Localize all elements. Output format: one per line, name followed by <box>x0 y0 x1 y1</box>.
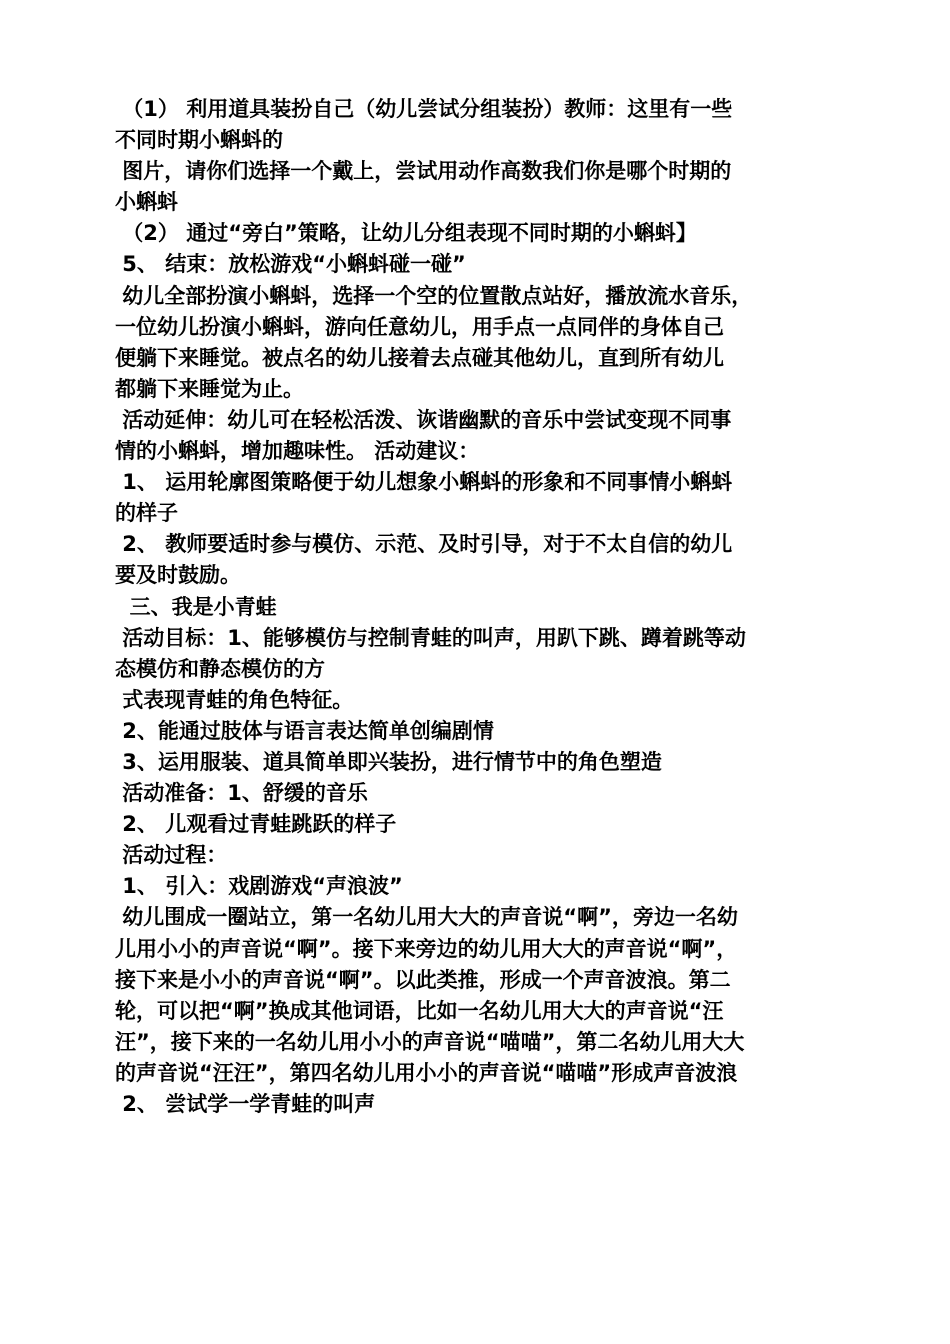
text-line: （2） 通过“旁白”策略，让幼儿分组表现不同时期的小蝌蚪】 <box>115 221 697 246</box>
text-line: 不同时期小蝌蚪的 <box>115 128 283 153</box>
text-line: 1、 引入：戏剧游戏“声浪波” <box>115 874 403 899</box>
text-line: 要及时鼓励。 <box>115 563 241 588</box>
text-line: 轮，可以把“啊”换成其他词语，比如一名幼儿用大大的声音说“汪 <box>115 998 724 1023</box>
document-body <box>115 94 835 1120</box>
text-line: 2、 儿观看过青蛙跳跃的样子 <box>115 812 397 837</box>
text-line: 活动过程： <box>115 843 228 868</box>
text-line: 的声音说“汪汪”，第四名幼儿用小小的声音说“喵喵”形成声音波浪 <box>115 1060 738 1085</box>
text-line: 2、 教师要适时参与模仿、示范、及时引导，对于不太自信的幼儿 <box>115 532 733 557</box>
text-line: 幼儿围成一圈站立，第一名幼儿用大大的声音说“啊”，旁边一名幼 <box>115 905 738 930</box>
text-line: 一位幼儿扮演小蝌蚪，游向任意幼儿，用手点一点同伴的身体自己 <box>115 314 724 339</box>
text-line: 情的小蝌蚪，增加趣味性。 活动建议： <box>115 439 480 464</box>
section-heading: 三、我是小青蛙 <box>115 594 277 619</box>
text-line: 1、 运用轮廓图策略便于幼儿想象小蝌蚪的形象和不同事情小蝌蚪 <box>115 470 733 495</box>
text-line: 汪”，接下来的一名幼儿用小小的声音说“喵喵”，第二名幼儿用大大 <box>115 1029 745 1054</box>
text-line: 儿用小小的声音说“啊”。接下来旁边的幼儿用大大的声音说“啊”， <box>115 936 738 961</box>
text-line: 2、 尝试学一学青蛙的叫声 <box>115 1092 376 1116</box>
text-line: 活动目标：1、能够模仿与控制青蛙的叫声，用趴下跳、蹲着跳等动 <box>115 625 746 650</box>
text-line: 图片，请你们选择一个戴上，尝试用动作高数我们你是哪个时期的 <box>115 159 732 184</box>
text-line: 5、 结束：放松游戏“小蝌蚪碰一碰” <box>115 252 466 277</box>
text-line: 2、能通过肢体与语言表达简单创编剧情 <box>115 718 494 743</box>
text-line: 都躺下来睡觉为止。 <box>115 376 304 401</box>
text-line: （1） 利用道具装扮自己（幼儿尝试分组装扮）教师：这里有一些 <box>115 97 733 121</box>
text-line: 幼儿全部扮演小蝌蚪，选择一个空的位置散点站好，播放流水音乐， <box>115 283 753 308</box>
text-line: 便躺下来睡觉。被点名的幼儿接着去点碰其他幼儿，直到所有幼儿 <box>115 345 724 370</box>
text-line: 小蝌蚪 <box>115 190 178 215</box>
text-line: 3、运用服装、道具简单即兴装扮，进行情节中的角色塑造 <box>115 749 662 774</box>
text-line: 态模仿和静态模仿的方 <box>115 656 325 681</box>
text-line: 活动延伸：幼儿可在轻松活泼、诙谐幽默的音乐中尝试变现不同事 <box>115 407 732 432</box>
text-line: 的样子 <box>115 501 178 526</box>
text-line: 接下来是小小的声音说“啊”。以此类推，形成一个声音波浪。第二 <box>115 967 731 992</box>
text-line: 式表现青蛙的角色特征。 <box>115 687 354 712</box>
text-line: 活动准备：1、舒缓的音乐 <box>115 781 368 806</box>
